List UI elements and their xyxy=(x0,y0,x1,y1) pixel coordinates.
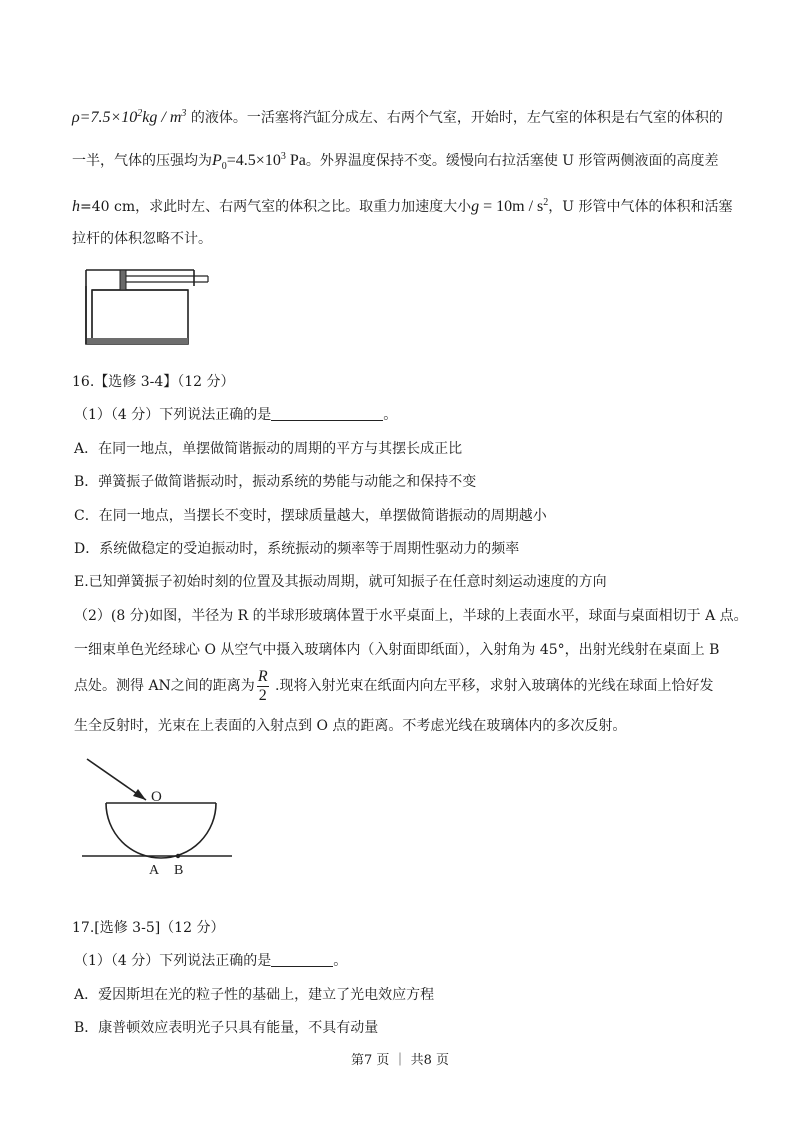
fraction-r-over-2: $\frac{R}{2}$ xyxy=(257,667,268,704)
q15-line-2: 一半，气体的压强均为$P_0=4.5\times 10^3$ Pa。外界温度保持不变。缓慢向右拉活塞使 U 形管两侧液面的高度差 xyxy=(72,151,719,172)
point-b xyxy=(176,854,180,858)
piston xyxy=(120,270,126,290)
q17-option-a: A．爱因斯坦在光的粒子性的基础上，建立了光电效应方程 xyxy=(74,987,435,1003)
gravity-expression: $g = 10m / s^2$ xyxy=(471,197,549,215)
q15-line-3: h=40 cm，求此时左、右两气室的体积之比。取重力加速度大小$g = 10m / s^2$，U 形管中气体的体积和活塞 xyxy=(72,197,733,215)
piston-rod xyxy=(126,276,208,282)
density-expression: $\rho=7.5\times 10^2kg / m^3$ xyxy=(72,108,187,126)
q16-part2-line3: 点处。测得 AN之间的距离为 $\frac{R}{2}$ .现将入射光束在纸面内向左平移，求射入玻璃体的光线在球面上恰好发 xyxy=(74,667,714,704)
hemisphere-diagram xyxy=(80,755,240,880)
label-b: B xyxy=(174,863,184,878)
q16-option-d: D．系统做稳定的受迫振动时，系统振动的频率等于周期性驱动力的频率 xyxy=(74,541,520,557)
arrowhead-icon xyxy=(133,789,146,800)
q17-option-b: B．康普顿效应表明光子只具有能量，不具有动量 xyxy=(74,1020,379,1036)
q16-part1: （1）（4 分）下列说法正确的是 。 xyxy=(74,407,398,423)
glass-hemisphere xyxy=(106,803,216,858)
label-a: A xyxy=(149,863,160,878)
q16-part2-line1: （2）(8 分)如图，半径为 R 的半球形玻璃体置于水平桌面上，半球的上表面水平，球面与桌面相切于 A 点。 xyxy=(74,608,748,624)
q15-line-4: 拉杆的体积忽略不计。 xyxy=(72,231,212,247)
q16-part2-line4: 生全反射时，光束在上表面的入射点到 O 点的距离。不考虑光线在玻璃体内的多次反射。 xyxy=(74,718,627,734)
q16-option-b: B．弹簧振子做简谐振动时，振动系统的势能与动能之和保持不变 xyxy=(74,474,477,490)
q16-header: 16.【选修 3-4】（12 分） xyxy=(72,374,235,390)
q16-option-a: A．在同一地点，单摆做简谐振动的周期的平方与其摆长成正比 xyxy=(74,441,463,457)
label-o: O xyxy=(151,789,162,805)
q17-header: 17.[选修 3-5]（12 分） xyxy=(72,920,225,936)
cylinder-diagram xyxy=(84,268,214,348)
page-footer: 第7 页 ｜ 共8 页 xyxy=(350,1053,450,1068)
pressure-expression: $P_0=4.5\times 10^3$ Pa xyxy=(212,151,306,172)
q17-part1: （1）（4 分）下列说法正确的是 。 xyxy=(74,953,348,969)
answer-blank[interactable] xyxy=(271,406,383,421)
q16-option-e: E.已知弹簧振子初始时刻的位置及其振动周期，就可知振子在任意时刻运动速度的方向 xyxy=(74,574,607,590)
answer-blank[interactable] xyxy=(271,952,333,967)
q15-line-1: $\rho=7.5\times 10^2kg / m^3$ 的液体。一活塞将汽缸分成左、右两个气室，开始时，左气室的体积是右气室的体积的 xyxy=(72,108,723,126)
q16-option-c: C．在同一地点，当摆长不变时，摆球质量越大，单摆做简谐振动的周期越小 xyxy=(74,508,547,524)
q16-part2-line2: 一细束单色光经球心 O 从空气中摄入玻璃体内（入射面即纸面），入射角为 45°，出射光线射在桌面上 B xyxy=(74,642,720,658)
